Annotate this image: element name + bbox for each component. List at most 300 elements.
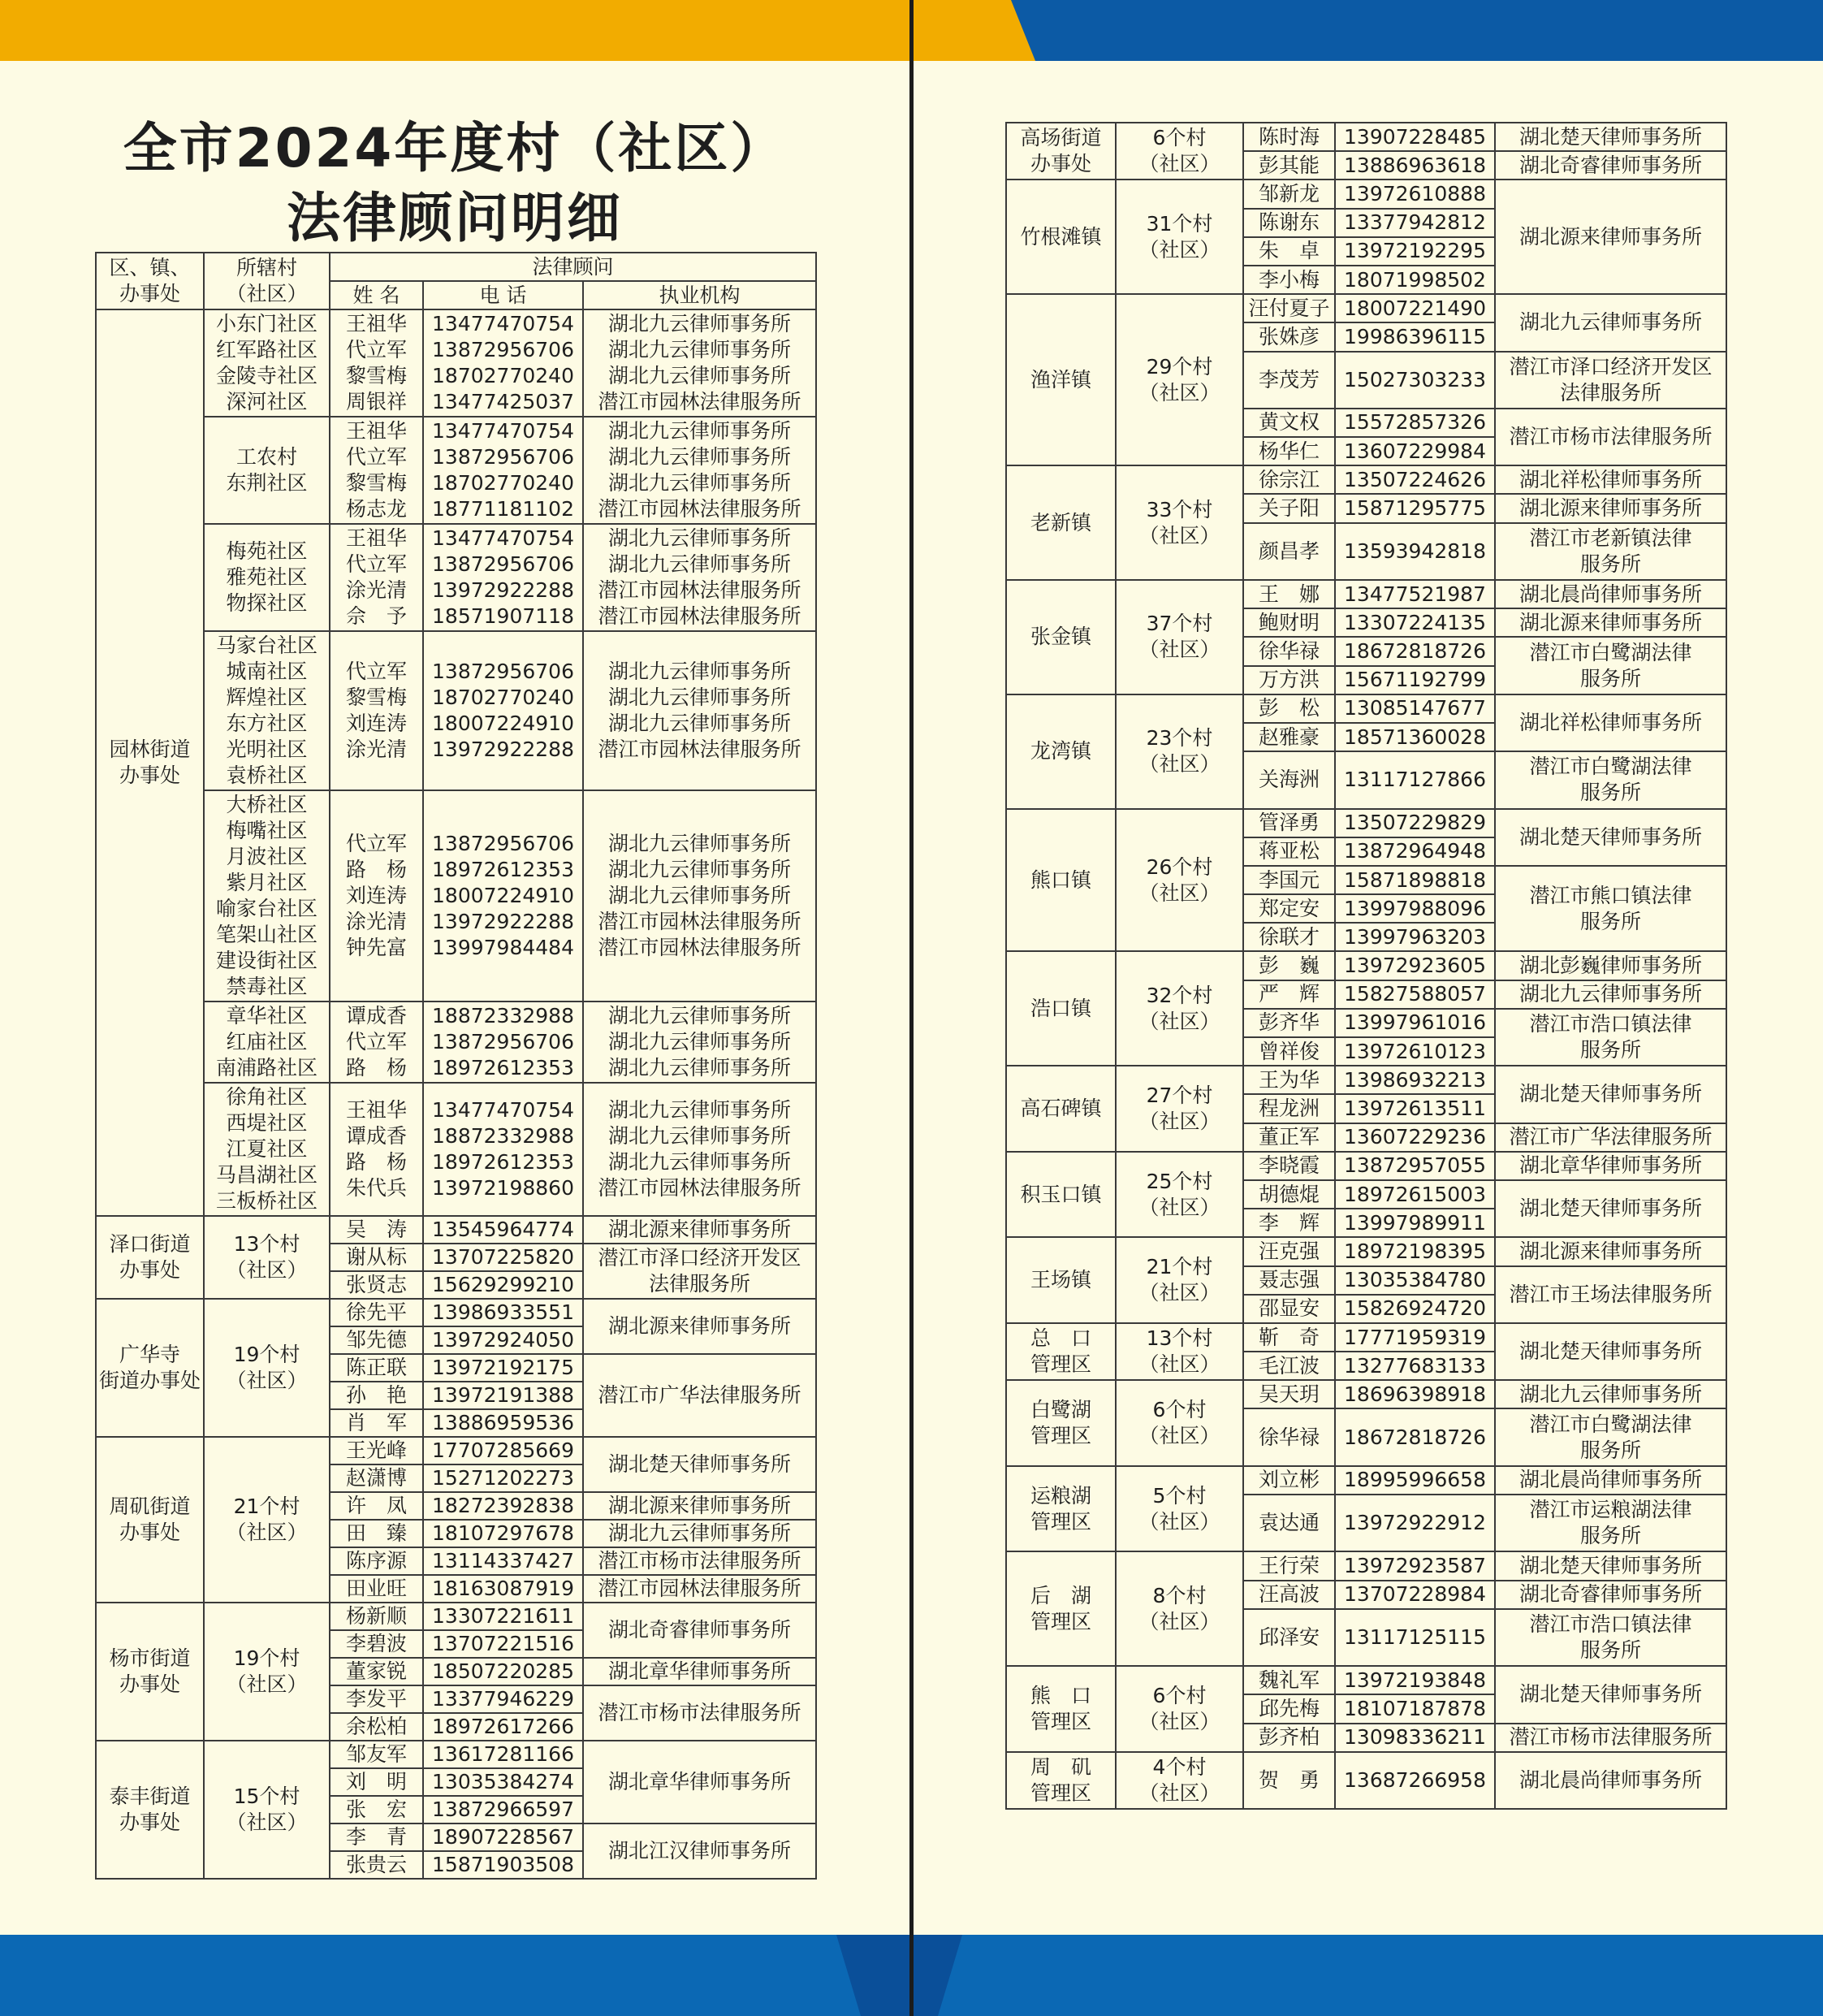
- phone-cell: 18107297678: [423, 1520, 583, 1547]
- area-cell: 徐角社区 西堤社区 江夏社区 马昌湖社区 三板桥社区: [204, 1083, 330, 1216]
- name-cell: 代立军 路 杨 刘连涛 涂光清 钟先富: [330, 790, 423, 1002]
- phone-cell: 13607229984: [1335, 437, 1495, 465]
- district-cell: 熊 口 管理区: [1006, 1666, 1116, 1752]
- name-cell: 赵雅豪: [1243, 723, 1335, 751]
- name-cell: 袁达通: [1243, 1495, 1335, 1551]
- name-cell: 郑定安: [1243, 894, 1335, 923]
- name-cell: 汪高波: [1243, 1581, 1335, 1609]
- area-cell: 马家台社区 城南社区 辉煌社区 东方社区 光明社区 袁桥社区: [204, 631, 330, 790]
- right-page: [914, 0, 1823, 2016]
- phone-cell: 13707228984: [1335, 1581, 1495, 1609]
- org-cell: 湖北奇睿律师事务所: [1495, 1581, 1726, 1609]
- phone-cell: 18907228567: [423, 1823, 583, 1851]
- phone-cell: 13972613511: [1335, 1094, 1495, 1123]
- phone-cell: 13997961016: [1335, 1009, 1495, 1037]
- name-cell: 王祖华 谭成香 路 杨 朱代兵: [330, 1083, 423, 1216]
- org-cell: 潜江市泽口经济开发区 法律服务所: [583, 1244, 816, 1299]
- table-row: [1006, 1323, 1726, 1352]
- phone-cell: 18571360028: [1335, 723, 1495, 751]
- title-line-1: 全市2024年度村（社区）: [123, 117, 787, 180]
- name-cell: 陈时海: [1243, 123, 1335, 151]
- area-cell: 29个村 （社区）: [1116, 294, 1243, 465]
- top-banner-right: [914, 0, 1823, 61]
- org-cell: 湖北奇睿律师事务所: [1495, 151, 1726, 180]
- phone-cell: 13477470754 13872956706 18702770240 13477425037: [423, 309, 583, 417]
- area-cell: 21个村 （社区）: [204, 1437, 330, 1603]
- name-cell: 贺 勇: [1243, 1752, 1335, 1809]
- table-row: [96, 1603, 816, 1630]
- phone-cell: 15871898818: [1335, 866, 1495, 894]
- name-cell: 颜昌孝: [1243, 523, 1335, 580]
- area-cell: 19个村 （社区）: [204, 1603, 330, 1741]
- area-cell: 26个村 （社区）: [1116, 809, 1243, 952]
- table-row: [1006, 1066, 1726, 1094]
- org-cell: 湖北楚天律师事务所: [1495, 1180, 1726, 1237]
- phone-cell: 18972617266: [423, 1713, 583, 1741]
- name-cell: 董正军: [1243, 1123, 1335, 1152]
- phone-cell: 13307221611: [423, 1603, 583, 1630]
- phone-cell: 17707285669: [423, 1437, 583, 1464]
- area-cell: 4个村 （社区）: [1116, 1752, 1243, 1809]
- table-row: [96, 790, 816, 1002]
- name-cell: 彭 松: [1243, 694, 1335, 723]
- phone-cell: 13477470754 18872332988 18972612353 13972198860: [423, 1083, 583, 1216]
- name-cell: 邱先梅: [1243, 1694, 1335, 1723]
- phone-cell: 15826924720: [1335, 1295, 1495, 1323]
- org-cell: 湖北九云律师事务所: [1495, 294, 1726, 351]
- name-cell: 王 娜: [1243, 580, 1335, 608]
- area-cell: 小东门社区 红军路社区 金陵寺社区 深河社区: [204, 309, 330, 417]
- org-cell: 湖北九云律师事务所: [1495, 980, 1726, 1009]
- area-cell: 5个村 （社区）: [1116, 1466, 1243, 1552]
- district-cell: 熊口镇: [1006, 809, 1116, 952]
- name-cell: 彭齐华: [1243, 1009, 1335, 1037]
- name-cell: 余松柏: [330, 1713, 423, 1741]
- phone-cell: 13872964948: [1335, 837, 1495, 866]
- name-cell: 孙 艳: [330, 1382, 423, 1409]
- district-cell: 运粮湖 管理区: [1006, 1466, 1116, 1552]
- name-cell: 黄文权: [1243, 409, 1335, 437]
- org-cell: 湖北奇睿律师事务所: [583, 1603, 816, 1658]
- table-row: [1006, 951, 1726, 980]
- name-cell: 田 臻: [330, 1520, 423, 1547]
- district-cell: 张金镇: [1006, 580, 1116, 694]
- org-cell: 湖北楚天律师事务所: [1495, 123, 1726, 151]
- org-cell: 潜江市广华法律服务所: [583, 1354, 816, 1437]
- phone-cell: 17771959319: [1335, 1323, 1495, 1352]
- table-row: [96, 417, 816, 524]
- name-cell: 吴 涛: [330, 1216, 423, 1244]
- phone-cell: 13872966597: [423, 1796, 583, 1823]
- name-cell: 陈序源: [330, 1547, 423, 1575]
- name-cell: 李小梅: [1243, 266, 1335, 294]
- org-cell: 潜江市杨市法律服务所: [1495, 409, 1726, 465]
- org-cell: 湖北九云律师事务所 湖北九云律师事务所 湖北九云律师事务所 潜江市园林法律服务所 潜江市园林法律服务所: [583, 790, 816, 1002]
- area-cell: 33个村 （社区）: [1116, 465, 1243, 580]
- name-cell: 李发平: [330, 1685, 423, 1713]
- phone-cell: 13114337427: [423, 1547, 583, 1575]
- name-cell: 邹友军: [330, 1741, 423, 1768]
- district-cell: 竹根滩镇: [1006, 180, 1116, 294]
- name-cell: 关海洲: [1243, 751, 1335, 808]
- district-cell: 周矶街道 办事处: [96, 1437, 204, 1603]
- name-cell: 李 青: [330, 1823, 423, 1851]
- table-row: [96, 631, 816, 790]
- name-cell: 聂志强: [1243, 1266, 1335, 1295]
- org-cell: 湖北章华律师事务所: [583, 1741, 816, 1823]
- header-district: 区、镇、 办事处: [96, 253, 204, 309]
- org-cell: 湖北九云律师事务所 湖北九云律师事务所 湖北九云律师事务所 潜江市园林法律服务所: [583, 309, 816, 417]
- table-row: [1006, 1466, 1726, 1495]
- phone-cell: 18872332988 13872956706 18972612353: [423, 1002, 583, 1083]
- area-cell: 19个村 （社区）: [204, 1299, 330, 1437]
- org-cell: 潜江市王场法律服务所: [1495, 1266, 1726, 1323]
- phone-cell: 13972923605: [1335, 951, 1495, 980]
- org-cell: 湖北章华律师事务所: [583, 1658, 816, 1685]
- phone-cell: 18107187878: [1335, 1694, 1495, 1723]
- table-row: [1006, 1152, 1726, 1180]
- district-cell: 积玉口镇: [1006, 1152, 1116, 1238]
- name-cell: 徐联才: [1243, 923, 1335, 951]
- table-row: [1006, 1752, 1726, 1809]
- title-line-2: 法律顾问明细: [287, 187, 623, 249]
- area-cell: 8个村 （社区）: [1116, 1551, 1243, 1666]
- phone-cell: 13098336211: [1335, 1724, 1495, 1752]
- org-cell: 湖北九云律师事务所: [1495, 1380, 1726, 1408]
- area-cell: 13个村 （社区）: [1116, 1323, 1243, 1380]
- org-cell: 湖北晨尚律师事务所: [1495, 1752, 1726, 1809]
- header-adviser: 法律顾问: [330, 253, 816, 281]
- phone-cell: 13545964774: [423, 1216, 583, 1244]
- header-org: 执业机构: [583, 281, 816, 309]
- org-cell: 潜江市白鹭湖法律 服务所: [1495, 637, 1726, 694]
- table-row: [96, 1216, 816, 1244]
- phone-cell: 13972922912: [1335, 1495, 1495, 1551]
- name-cell: 李晓霞: [1243, 1152, 1335, 1180]
- org-cell: 湖北祥松律师事务所: [1495, 465, 1726, 494]
- name-cell: 杨新顺: [330, 1603, 423, 1630]
- name-cell: 王祖华 代立军 涂光清 佘 予: [330, 524, 423, 631]
- phone-cell: 13872957055: [1335, 1152, 1495, 1180]
- area-cell: 6个村 （社区）: [1116, 123, 1243, 180]
- district-cell: 渔洋镇: [1006, 294, 1116, 465]
- phone-cell: 13972610123: [1335, 1037, 1495, 1066]
- phone-cell: 13593942818: [1335, 523, 1495, 580]
- name-cell: 魏礼军: [1243, 1666, 1335, 1694]
- area-cell: 23个村 （社区）: [1116, 694, 1243, 809]
- phone-cell: 13507224626: [1335, 465, 1495, 494]
- table-row: [96, 1299, 816, 1326]
- phone-cell: 13907228485: [1335, 123, 1495, 151]
- table-row: [1006, 465, 1726, 494]
- name-cell: 鲍财明: [1243, 608, 1335, 637]
- phone-cell: 13986933551: [423, 1299, 583, 1326]
- phone-cell: 15629299210: [423, 1271, 583, 1299]
- name-cell: 徐华禄: [1243, 1408, 1335, 1465]
- phone-cell: 13477470754 13872956706 13972922288 18571907118: [423, 524, 583, 631]
- table-row: [1006, 1380, 1726, 1408]
- area-cell: 15个村 （社区）: [204, 1741, 330, 1879]
- name-cell: 曾祥俊: [1243, 1037, 1335, 1066]
- name-cell: 陈正联: [330, 1354, 423, 1382]
- name-cell: 李国元: [1243, 866, 1335, 894]
- org-cell: 潜江市老新镇法律 服务所: [1495, 523, 1726, 580]
- table-row: [1006, 294, 1726, 322]
- phone-cell: 13972610888: [1335, 180, 1495, 208]
- phone-cell: 18672818726: [1335, 1408, 1495, 1465]
- header-jurisdiction: 所辖村 （社区）: [204, 253, 330, 309]
- name-cell: 刘 明: [330, 1768, 423, 1796]
- name-cell: 靳 奇: [1243, 1323, 1335, 1352]
- table-row: [1006, 123, 1726, 151]
- adviser-table-left: [95, 252, 817, 1880]
- org-cell: 湖北楚天律师事务所: [1495, 809, 1726, 866]
- phone-cell: 13477470754 13872956706 18702770240 18771181102: [423, 417, 583, 524]
- phone-cell: 13872956706 18972612353 18007224910 13972922288 13997984484: [423, 790, 583, 1002]
- name-cell: 汪付夏子: [1243, 294, 1335, 322]
- name-cell: 刘立彬: [1243, 1466, 1335, 1495]
- org-cell: 潜江市杨市法律服务所: [583, 1547, 816, 1575]
- org-cell: 湖北源来律师事务所: [1495, 180, 1726, 294]
- name-cell: 万方洪: [1243, 666, 1335, 694]
- phone-cell: 13507229829: [1335, 809, 1495, 837]
- phone-cell: 13972192175: [423, 1354, 583, 1382]
- area-cell: 工农村 东荆社区: [204, 417, 330, 524]
- district-cell: 老新镇: [1006, 465, 1116, 580]
- name-cell: 李碧波: [330, 1630, 423, 1658]
- bottom-banner: [0, 1935, 909, 2016]
- org-cell: 湖北楚天律师事务所: [1495, 1066, 1726, 1123]
- district-cell: 龙湾镇: [1006, 694, 1116, 809]
- top-banner: [0, 0, 909, 61]
- name-cell: 许 凤: [330, 1492, 423, 1520]
- district-cell: 泰丰街道 办事处: [96, 1741, 204, 1879]
- org-cell: 湖北晨尚律师事务所: [1495, 1466, 1726, 1495]
- org-cell: 湖北楚天律师事务所: [1495, 1551, 1726, 1580]
- org-cell: 湖北江汉律师事务所: [583, 1823, 816, 1879]
- name-cell: 毛江波: [1243, 1352, 1335, 1380]
- org-cell: 湖北九云律师事务所 湖北九云律师事务所 湖北九云律师事务所: [583, 1002, 816, 1083]
- district-cell: 泽口街道 办事处: [96, 1216, 204, 1299]
- phone-cell: 13986932213: [1335, 1066, 1495, 1094]
- org-cell: 湖北章华律师事务所: [1495, 1152, 1726, 1180]
- area-cell: 31个村 （社区）: [1116, 180, 1243, 294]
- left-page: [0, 0, 909, 2016]
- phone-cell: 13377942812: [1335, 209, 1495, 237]
- phone-cell: 13617281166: [423, 1741, 583, 1768]
- page-title: [0, 114, 909, 253]
- table-row: [96, 1741, 816, 1768]
- name-cell: 胡德焜: [1243, 1180, 1335, 1209]
- phone-cell: 13377946229: [423, 1685, 583, 1713]
- table-row: [1006, 694, 1726, 723]
- phone-cell: 13972924050: [423, 1326, 583, 1354]
- area-cell: 27个村 （社区）: [1116, 1066, 1243, 1152]
- org-cell: 湖北楚天律师事务所: [1495, 1323, 1726, 1380]
- district-cell: 后 湖 管理区: [1006, 1551, 1116, 1666]
- phone-cell: 15827588057: [1335, 980, 1495, 1009]
- name-cell: 邵显安: [1243, 1295, 1335, 1323]
- phone-cell: 13707225820: [423, 1244, 583, 1271]
- name-cell: 彭齐柏: [1243, 1724, 1335, 1752]
- header-phone: 电 话: [423, 281, 583, 309]
- name-cell: 徐华禄: [1243, 637, 1335, 665]
- org-cell: 湖北九云律师事务所 湖北九云律师事务所 湖北九云律师事务所 潜江市园林法律服务所: [583, 1083, 816, 1216]
- phone-cell: 13035384780: [1335, 1266, 1495, 1295]
- table-row: [96, 524, 816, 631]
- district-cell: 总 口 管理区: [1006, 1323, 1116, 1380]
- name-cell: 谭成香 代立军 路 杨: [330, 1002, 423, 1083]
- org-cell: 湖北源来律师事务所: [1495, 608, 1726, 637]
- phone-cell: 13886959536: [423, 1409, 583, 1437]
- name-cell: 徐宗江: [1243, 465, 1335, 494]
- name-cell: 王为华: [1243, 1066, 1335, 1094]
- phone-cell: 13307224135: [1335, 608, 1495, 637]
- phone-cell: 18972198395: [1335, 1237, 1495, 1265]
- area-cell: 大桥社区 梅嘴社区 月波社区 紫月社区 喻家台社区 笔架山社区 建设街社区 禁毒社区: [204, 790, 330, 1002]
- district-cell: 浩口镇: [1006, 951, 1116, 1066]
- name-cell: 田业旺: [330, 1575, 423, 1603]
- phone-cell: 13085147677: [1335, 694, 1495, 723]
- name-cell: 关子阳: [1243, 494, 1335, 522]
- org-cell: 潜江市浩口镇法律 服务所: [1495, 1009, 1726, 1066]
- name-cell: 肖 军: [330, 1409, 423, 1437]
- area-cell: 25个村 （社区）: [1116, 1152, 1243, 1238]
- org-cell: 湖北祥松律师事务所: [1495, 694, 1726, 751]
- phone-cell: 18071998502: [1335, 266, 1495, 294]
- table-row: [1006, 809, 1726, 837]
- phone-cell: 13972193848: [1335, 1666, 1495, 1694]
- org-cell: 潜江市白鹭湖法律 服务所: [1495, 1408, 1726, 1465]
- table-row: [96, 1002, 816, 1083]
- phone-cell: 18696398918: [1335, 1380, 1495, 1408]
- org-cell: 湖北彭巍律师事务所: [1495, 951, 1726, 980]
- table-row: [1006, 1666, 1726, 1694]
- table-row: [1006, 1237, 1726, 1265]
- name-cell: 蒋亚松: [1243, 837, 1335, 866]
- org-cell: 湖北九云律师事务所 湖北九云律师事务所 湖北九云律师事务所 潜江市园林法律服务所: [583, 417, 816, 524]
- phone-cell: 19986396115: [1335, 322, 1495, 351]
- table-row: [1006, 180, 1726, 208]
- district-cell: 杨市街道 办事处: [96, 1603, 204, 1741]
- name-cell: 邹先德: [330, 1326, 423, 1354]
- phone-cell: 13607229236: [1335, 1123, 1495, 1152]
- name-cell: 严 辉: [1243, 980, 1335, 1009]
- name-cell: 赵潇博: [330, 1464, 423, 1492]
- name-cell: 管泽勇: [1243, 809, 1335, 837]
- org-cell: 潜江市白鹭湖法律 服务所: [1495, 751, 1726, 808]
- name-cell: 王祖华 代立军 黎雪梅 杨志龙: [330, 417, 423, 524]
- district-cell: 王场镇: [1006, 1237, 1116, 1323]
- name-cell: 吴天玥: [1243, 1380, 1335, 1408]
- adviser-table-right: [1005, 122, 1727, 1810]
- name-cell: 张 宏: [330, 1796, 423, 1823]
- org-cell: 湖北晨尚律师事务所: [1495, 580, 1726, 608]
- org-cell: 湖北源来律师事务所: [583, 1492, 816, 1520]
- phone-cell: 13972923587: [1335, 1551, 1495, 1580]
- name-cell: 王行荣: [1243, 1551, 1335, 1580]
- phone-cell: 13687266958: [1335, 1752, 1495, 1809]
- org-cell: 湖北九云律师事务所: [583, 1520, 816, 1547]
- table-row: [96, 1083, 816, 1216]
- phone-cell: 18007221490: [1335, 294, 1495, 322]
- org-cell: 湖北源来律师事务所: [1495, 1237, 1726, 1265]
- name-cell: 李茂芳: [1243, 352, 1335, 409]
- org-cell: 潜江市杨市法律服务所: [583, 1685, 816, 1741]
- area-cell: 37个村 （社区）: [1116, 580, 1243, 694]
- name-cell: 张姝彦: [1243, 322, 1335, 351]
- phone-cell: 13997963203: [1335, 923, 1495, 951]
- phone-cell: 13972191388: [423, 1382, 583, 1409]
- area-cell: 6个村 （社区）: [1116, 1666, 1243, 1752]
- district-cell: 白鹭湖 管理区: [1006, 1380, 1116, 1466]
- org-cell: 湖北九云律师事务所 湖北九云律师事务所 潜江市园林法律服务所 潜江市园林法律服务所: [583, 524, 816, 631]
- area-cell: 13个村 （社区）: [204, 1216, 330, 1299]
- phone-cell: 18507220285: [423, 1658, 583, 1685]
- phone-cell: 15871903508: [423, 1851, 583, 1879]
- phone-cell: 15671192799: [1335, 666, 1495, 694]
- org-cell: 湖北九云律师事务所 湖北九云律师事务所 湖北九云律师事务所 潜江市园林法律服务所: [583, 631, 816, 790]
- area-cell: 6个村 （社区）: [1116, 1380, 1243, 1466]
- name-cell: 王光峰: [330, 1437, 423, 1464]
- table-row: [96, 1437, 816, 1464]
- org-cell: 湖北源来律师事务所: [583, 1299, 816, 1354]
- area-cell: 32个村 （社区）: [1116, 951, 1243, 1066]
- name-cell: 徐先平: [330, 1299, 423, 1326]
- phone-cell: 13972192295: [1335, 237, 1495, 266]
- area-cell: 梅苑社区 雅苑社区 物探社区: [204, 524, 330, 631]
- phone-cell: 18995996658: [1335, 1466, 1495, 1495]
- org-cell: 湖北楚天律师事务所: [1495, 1666, 1726, 1723]
- phone-cell: 18972615003: [1335, 1180, 1495, 1209]
- name-cell: 彭 巍: [1243, 951, 1335, 980]
- phone-cell: 18163087919: [423, 1575, 583, 1603]
- area-cell: 21个村 （社区）: [1116, 1237, 1243, 1323]
- bottom-banner-right: [914, 1935, 1823, 2016]
- name-cell: 谢从标: [330, 1244, 423, 1271]
- org-cell: 潜江市浩口镇法律 服务所: [1495, 1609, 1726, 1666]
- phone-cell: 18272392838: [423, 1492, 583, 1520]
- phone-cell: 13277683133: [1335, 1352, 1495, 1380]
- org-cell: 潜江市运粮湖法律 服务所: [1495, 1495, 1726, 1551]
- name-cell: 邹新龙: [1243, 180, 1335, 208]
- org-cell: 潜江市熊口镇法律 服务所: [1495, 866, 1726, 952]
- name-cell: 彭其能: [1243, 151, 1335, 180]
- org-cell: 湖北楚天律师事务所: [583, 1437, 816, 1492]
- table-row: [96, 309, 816, 417]
- phone-cell: 13117125115: [1335, 1609, 1495, 1666]
- phone-cell: 13707221516: [423, 1630, 583, 1658]
- phone-cell: 13872956706 18702770240 18007224910 13972922288: [423, 631, 583, 790]
- org-cell: 湖北源来律师事务所: [1495, 494, 1726, 522]
- district-cell: 周 矶 管理区: [1006, 1752, 1116, 1809]
- phone-cell: 13117127866: [1335, 751, 1495, 808]
- phone-cell: 13997988096: [1335, 894, 1495, 923]
- phone-cell: 15271202273: [423, 1464, 583, 1492]
- name-cell: 杨华仁: [1243, 437, 1335, 465]
- org-cell: 潜江市泽口经济开发区 法律服务所: [1495, 352, 1726, 409]
- name-cell: 张贵云: [330, 1851, 423, 1879]
- name-cell: 邱泽安: [1243, 1609, 1335, 1666]
- org-cell: 湖北源来律师事务所: [583, 1216, 816, 1244]
- area-cell: 章华社区 红庙社区 南浦路社区: [204, 1002, 330, 1083]
- phone-cell: 13886963618: [1335, 151, 1495, 180]
- name-cell: 王祖华 代立军 黎雪梅 周银祥: [330, 309, 423, 417]
- table-row: [1006, 580, 1726, 608]
- name-cell: 代立军 黎雪梅 刘连涛 涂光清: [330, 631, 423, 790]
- district-cell: 高场街道 办事处: [1006, 123, 1116, 180]
- phone-cell: 13035384274: [423, 1768, 583, 1796]
